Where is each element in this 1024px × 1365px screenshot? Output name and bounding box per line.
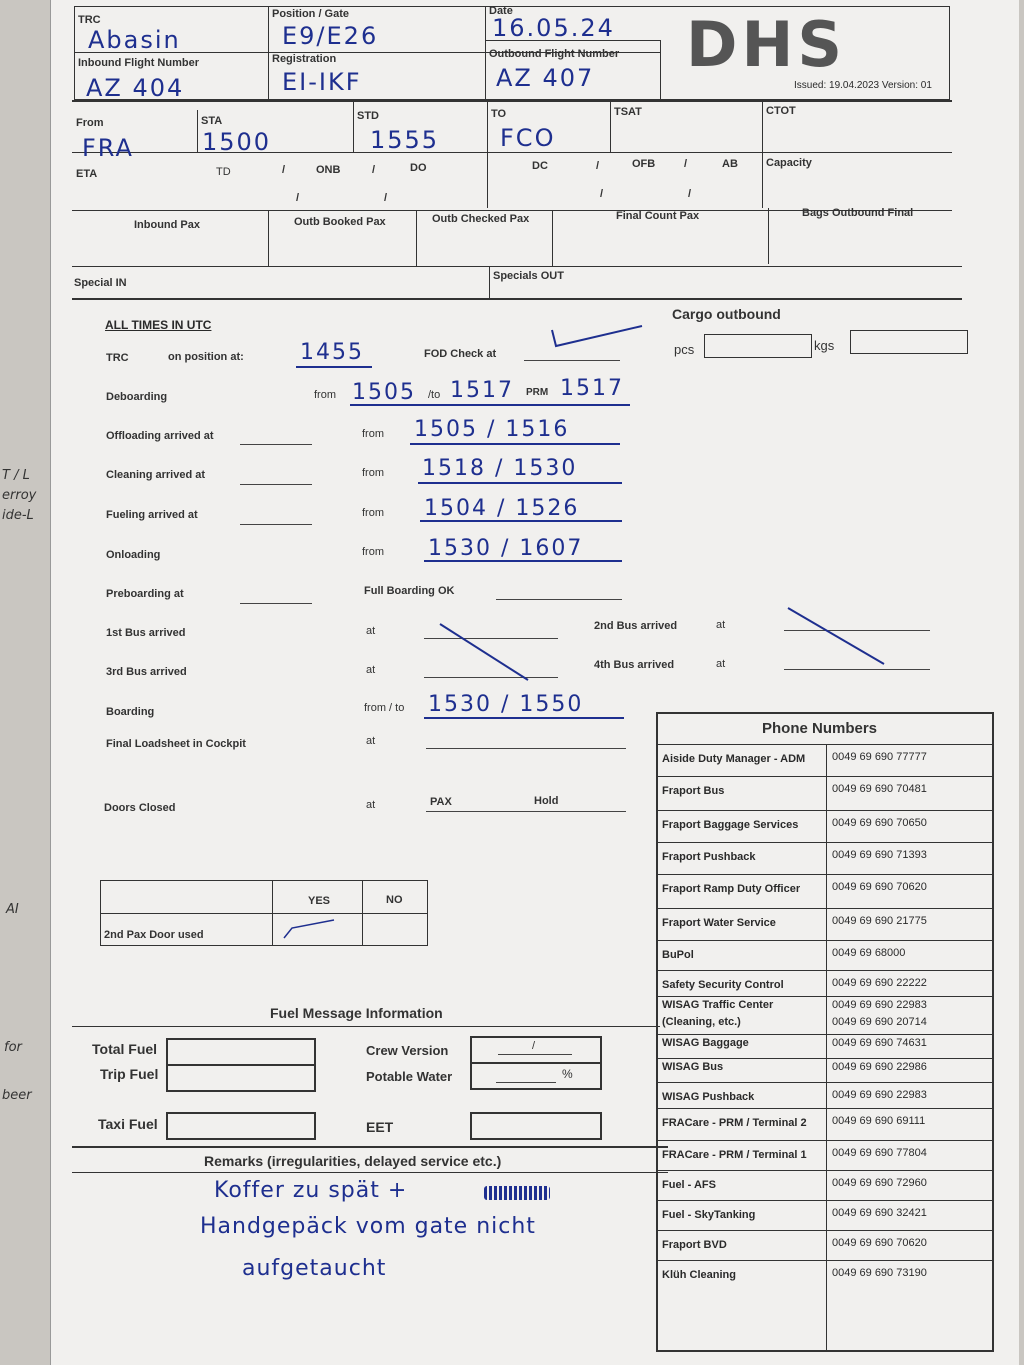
left-scrap-4: AI	[6, 902, 19, 917]
outbound-flight-label: Outbound Flight Number	[489, 48, 620, 60]
phone-contact-name: Safety Security Control	[662, 979, 784, 991]
doors-pax: PAX	[430, 796, 452, 808]
crew-version-box[interactable]	[470, 1036, 602, 1064]
final-count-label: Final Count Pax	[616, 210, 700, 222]
phone-contact-name: Klüh Cleaning	[662, 1269, 736, 1281]
bus-strike-left	[424, 620, 564, 684]
fueling-value[interactable]: 1504 / 1526	[424, 496, 580, 521]
crew-version-label: Crew Version	[366, 1043, 449, 1058]
on-position-label: on position at:	[168, 351, 244, 363]
phone-row	[658, 996, 992, 1015]
bus2-label: 2nd Bus arrived	[594, 620, 678, 632]
eet-box[interactable]	[470, 1112, 602, 1140]
left-scrap-3: ide-L	[2, 508, 34, 523]
offloading-value[interactable]: 1505 / 1516	[414, 417, 570, 442]
boarding-from-to: from / to	[364, 702, 405, 714]
phone-row	[658, 940, 992, 971]
pax-door-no: NO	[386, 894, 403, 906]
deboarding-from: from	[314, 389, 336, 401]
phone-contact-name: Fraport Ramp Duty Officer	[662, 883, 801, 895]
phone-row	[658, 1014, 992, 1034]
registration-label: Registration	[272, 53, 337, 65]
td-label: TD	[216, 166, 231, 178]
phone-contact-name: WISAG Bus	[662, 1061, 724, 1073]
all-times-label: ALL TIMES IN UTC	[105, 318, 212, 332]
ctot-label: CTOT	[766, 105, 796, 117]
cargo-title: Cargo outbound	[672, 306, 781, 322]
phone-contact-name: WISAG Traffic Center	[662, 999, 774, 1011]
ofb-label: OFB	[632, 158, 656, 170]
phone-contact-number[interactable]: 0049 69 690 77777	[832, 751, 927, 763]
deboarding-label: Deboarding	[106, 391, 168, 403]
on-position-value[interactable]: 1455	[300, 340, 364, 365]
phone-contact-name: Fraport Pushback	[662, 851, 756, 863]
bus1-label: 1st Bus arrived	[106, 627, 186, 639]
offloading-from: from	[362, 428, 384, 440]
dhs-logo: DHS	[686, 8, 847, 81]
total-fuel-label: Total Fuel	[92, 1041, 158, 1057]
date-value[interactable]: 16.05.24	[492, 14, 615, 42]
specials-out-label: Specials OUT	[493, 270, 564, 282]
inbound-pax-label: Inbound Pax	[134, 219, 200, 231]
std-value[interactable]: 1555	[370, 126, 440, 154]
phone-contact-name: Aiside Duty Manager - ADM	[662, 753, 806, 765]
potable-water-label: Potable Water	[366, 1069, 453, 1084]
remarks-title: Remarks (irregularities, delayed service etc.)	[204, 1153, 502, 1169]
date-label: Date	[489, 5, 513, 17]
phone-contact-number[interactable]: 0049 69 690 22222	[832, 977, 927, 989]
doors-hold: Hold	[534, 795, 559, 807]
bus4-at: at	[716, 658, 726, 670]
from-label: From	[76, 117, 104, 129]
onloading-from: from	[362, 546, 384, 558]
phone-row	[658, 1108, 992, 1141]
deboarding-to: /to	[428, 389, 441, 401]
crew-version-slash: /	[532, 1040, 536, 1052]
phone-contact-name: BuPol	[662, 949, 694, 961]
trc-value[interactable]: Abasin	[88, 26, 181, 54]
phone-contact-number[interactable]: 0049 69 690 77804	[832, 1147, 927, 1159]
preboarding-label: Preboarding at	[106, 588, 184, 600]
fueling-from: from	[362, 507, 384, 519]
bags-final-label: Bags Outbound Final	[802, 207, 914, 219]
fueling-label: Fueling arrived at	[106, 509, 198, 521]
phone-contact-number[interactable]: 0049 69 690 69111	[832, 1115, 926, 1127]
phone-row	[658, 908, 992, 941]
potable-percent: %	[562, 1067, 573, 1081]
phone-row	[658, 874, 992, 909]
from-value[interactable]: FRA	[82, 134, 134, 162]
pax-door-yes: YES	[308, 895, 331, 907]
taxi-fuel-label: Taxi Fuel	[98, 1116, 158, 1132]
slash-7: /	[600, 188, 604, 200]
bus4-label: 4th Bus arrived	[594, 659, 675, 671]
left-scrap-5: for	[4, 1040, 22, 1055]
phone-contact-number[interactable]: 0049 69 690 70620	[832, 1237, 927, 1249]
fod-check-label: FOD Check at	[424, 348, 497, 360]
phone-contact-number[interactable]: 0049 69 68000	[832, 947, 906, 959]
slash-1: /	[282, 164, 286, 176]
phone-contact-number[interactable]: 0049 69 690 21775	[832, 915, 927, 927]
slash-8: /	[688, 188, 692, 200]
phone-contact-name: Fraport BVD	[662, 1239, 727, 1251]
fod-check-mark	[546, 322, 646, 354]
remarks-line-1[interactable]: Koffer zu spät +	[214, 1178, 408, 1203]
bus3-at: at	[366, 664, 376, 676]
position-value[interactable]: E9/E26	[282, 22, 379, 50]
tsat-label: TSAT	[614, 106, 642, 118]
position-label: Position / Gate	[272, 8, 350, 20]
eta-label: ETA	[76, 168, 98, 180]
dc-label: DC	[532, 160, 548, 172]
inbound-flight-label: Inbound Flight Number	[78, 57, 199, 69]
deboarding-from-value[interactable]: 1505	[352, 380, 416, 405]
phone-contact-name: WISAG Baggage	[662, 1037, 749, 1049]
phone-row	[658, 1230, 992, 1261]
trip-fuel-label: Trip Fuel	[100, 1066, 159, 1082]
to-value[interactable]: FCO	[500, 124, 556, 152]
remarks-line-2[interactable]: Handgepäck vom gate nicht	[200, 1214, 536, 1239]
slash-6: /	[384, 192, 388, 204]
offloading-label: Offloading arrived at	[106, 430, 214, 442]
phone-contact-number[interactable]: 0049 69 690 20714	[832, 1016, 927, 1028]
doors-at: at	[366, 799, 376, 811]
eet-label: EET	[366, 1119, 394, 1135]
phone-row	[658, 1034, 992, 1059]
cargo-kgs-box[interactable]	[850, 330, 968, 354]
loadsheet-at: at	[366, 735, 376, 747]
prm-value[interactable]: 1517	[560, 376, 624, 401]
phone-contact-name: FRACare - PRM / Terminal 1	[662, 1149, 807, 1161]
prm-label: PRM	[526, 387, 549, 398]
onloading-value[interactable]: 1530 / 1607	[428, 536, 584, 561]
sta-value[interactable]: 1500	[202, 128, 272, 156]
phone-contact-number[interactable]: 0049 69 690 70650	[832, 817, 927, 829]
phone-contact-name: Fraport Water Service	[662, 917, 776, 929]
do-label: DO	[410, 162, 427, 174]
final-loadsheet-label: Final Loadsheet in Cockpit	[106, 738, 246, 750]
cargo-pcs-box[interactable]	[704, 334, 812, 358]
phone-contact-name: WISAG Pushback	[662, 1091, 755, 1103]
phone-row	[658, 1082, 992, 1109]
slash-4: /	[684, 158, 688, 170]
phone-row	[658, 842, 992, 875]
inbound-flight-value[interactable]: AZ 404	[86, 74, 185, 102]
phone-contact-number[interactable]: 0049 69 690 72960	[832, 1177, 927, 1189]
phone-row	[658, 1170, 992, 1201]
ab-label: AB	[722, 158, 738, 170]
issued-text: Issued: 19.04.2023 Version: 01	[794, 80, 932, 91]
phone-row	[658, 970, 992, 997]
outb-checked-label: Outb Checked Pax	[432, 213, 530, 225]
pax-door-label: 2nd Pax Door used	[104, 929, 204, 941]
full-boarding-label: Full Boarding OK	[364, 585, 455, 597]
special-in-label: Special IN	[74, 277, 127, 289]
cargo-kgs-label: kgs	[814, 338, 835, 353]
outb-booked-label: Outb Booked Pax	[294, 216, 386, 228]
doors-closed-label: Doors Closed	[104, 802, 176, 814]
boarding-label: Boarding	[106, 706, 155, 718]
phone-contact-number[interactable]: 0049 69 690 22986	[832, 1061, 927, 1073]
phone-contact-name: Fraport Bus	[662, 785, 725, 797]
phone-contact-name: Fuel - AFS	[662, 1179, 716, 1191]
trip-fuel-box[interactable]	[166, 1064, 316, 1092]
registration-value[interactable]: EI-IKF	[282, 68, 362, 96]
total-fuel-box[interactable]	[166, 1038, 316, 1066]
onb-label: ONB	[316, 164, 341, 176]
phone-row	[658, 1140, 992, 1171]
sta-label: STA	[201, 115, 223, 127]
taxi-fuel-box[interactable]	[166, 1112, 316, 1140]
phone-row	[658, 810, 992, 843]
pax-door-yes-check[interactable]	[280, 916, 340, 944]
phone-contact-number[interactable]: 0049 69 690 70481	[832, 783, 927, 795]
capacity-label: Capacity	[766, 157, 812, 169]
phone-row	[658, 1260, 992, 1297]
bus3-label: 3rd Bus arrived	[106, 666, 187, 678]
phone-row	[658, 776, 992, 811]
deboarding-to-value[interactable]: 1517	[450, 378, 514, 403]
phone-contact-name: Fraport Baggage Services	[662, 819, 799, 831]
potable-water-box[interactable]	[470, 1062, 602, 1090]
left-scrap-2: erroy	[2, 488, 37, 503]
left-scrap-6: beer	[2, 1088, 32, 1103]
to-label: TO	[491, 108, 507, 120]
cargo-pcs-label: pcs	[674, 342, 695, 357]
remarks-line-3[interactable]: aufgetaucht	[242, 1256, 387, 1281]
boarding-value[interactable]: 1530 / 1550	[428, 692, 584, 717]
phone-contact-number[interactable]: 0049 69 690 74631	[832, 1037, 927, 1049]
slash-5: /	[296, 192, 300, 204]
phone-contact-number[interactable]: 0049 69 690 32421	[832, 1207, 927, 1219]
left-scrap-1: T / L	[2, 468, 30, 483]
bus-strike-right	[784, 600, 894, 670]
phone-contact-number[interactable]: 0049 69 690 22983	[832, 1089, 927, 1101]
trc-time-label: TRC	[106, 352, 129, 364]
trc-label: TRC	[78, 14, 101, 26]
cleaning-value[interactable]: 1518 / 1530	[422, 456, 578, 481]
slash-2: /	[372, 164, 376, 176]
remarks-scribble	[484, 1186, 550, 1200]
bus2-at: at	[716, 619, 726, 631]
phone-row	[658, 1058, 992, 1083]
std-label: STD	[357, 110, 379, 122]
bus1-at: at	[366, 625, 376, 637]
phone-row	[658, 744, 992, 777]
phone-contact-number[interactable]: 0049 69 690 22983	[832, 999, 927, 1011]
onloading-label: Onloading	[106, 549, 161, 561]
phone-contact-number[interactable]: 0049 69 690 71393	[832, 849, 927, 861]
cleaning-label: Cleaning arrived at	[106, 469, 206, 481]
phone-title: Phone Numbers	[762, 720, 878, 737]
slash-3: /	[596, 160, 600, 172]
phone-contact-number[interactable]: 0049 69 690 70620	[832, 881, 927, 893]
phone-contact-name: (Cleaning, etc.)	[662, 1016, 741, 1028]
fuel-title: Fuel Message Information	[270, 1005, 443, 1021]
phone-row	[658, 1200, 992, 1231]
outbound-flight-value[interactable]: AZ 407	[496, 64, 595, 92]
phone-contact-number[interactable]: 0049 69 690 73190	[832, 1267, 927, 1279]
phone-contact-name: Fuel - SkyTanking	[662, 1209, 756, 1221]
cleaning-from: from	[362, 467, 384, 479]
phone-contact-name: FRACare - PRM / Terminal 2	[662, 1117, 807, 1129]
